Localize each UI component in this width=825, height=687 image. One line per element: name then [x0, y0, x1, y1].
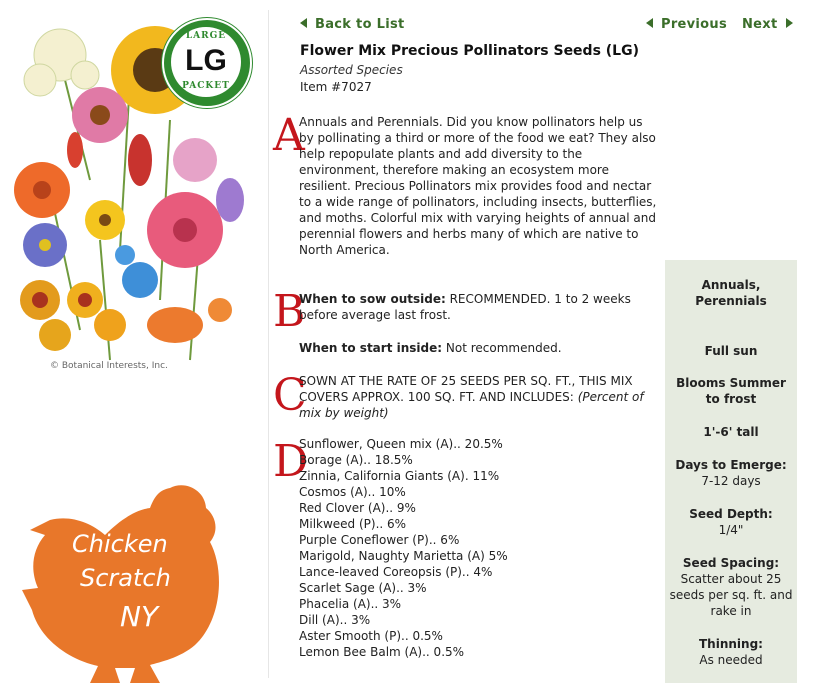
large-packet-badge	[162, 18, 252, 108]
blooms-text: Blooms Summer to frost	[676, 376, 786, 406]
badge-bottom-text: PACKET	[182, 81, 230, 91]
product-species: Assorted Species	[300, 63, 403, 77]
previous-link[interactable]	[646, 13, 727, 32]
depth-label: Seed Depth:	[689, 507, 773, 521]
depth-value: 1/4"	[718, 523, 744, 537]
list-item: Lemon Bee Balm (A).. 0.5%	[299, 645, 465, 659]
annotation-letter-a: A	[273, 110, 305, 161]
sow-outside-label: When to sow outside:	[299, 292, 446, 306]
list-item: Purple Coneflower (P).. 6%	[299, 533, 460, 547]
caret-right-icon	[786, 18, 793, 28]
spacing-label: Seed Spacing:	[682, 556, 780, 570]
list-item: Scarlet Sage (A).. 3%	[299, 581, 427, 595]
list-item: Sunflower, Queen mix (A).. 20.5%	[299, 437, 503, 451]
sidebar-life-cycle	[691, 277, 771, 309]
sowing-rate-note: (Percent of mix by weight)	[299, 390, 644, 420]
thinning-value: As needed	[699, 653, 763, 667]
annotation-letter-b: B	[273, 286, 306, 337]
back-to-list-label[interactable]: Back to List	[315, 17, 405, 32]
sow-outside	[299, 291, 649, 323]
emerge-value: 7-12 days	[701, 474, 761, 488]
sowing-rate	[299, 373, 654, 421]
list-item: Phacelia (A).. 3%	[299, 597, 402, 611]
column-divider	[268, 10, 269, 678]
next-link[interactable]	[742, 13, 793, 32]
sidebar-sun	[665, 343, 797, 359]
sun-text: Full sun	[704, 344, 758, 358]
mix-list	[299, 436, 508, 660]
height-text: 1'-6' tall	[703, 425, 759, 439]
sidebar-height	[665, 424, 797, 440]
image-credit: © Botanical Interests, Inc.	[50, 361, 168, 371]
product-title: Flower Mix Precious Pollinators Seeds (LG)	[300, 43, 639, 59]
caret-left-icon	[646, 18, 653, 28]
emerge-label: Days to Emerge:	[675, 458, 787, 472]
start-inside-label: When to start inside:	[299, 341, 443, 355]
previous-label[interactable]: Previous	[661, 17, 728, 32]
list-item: Milkweed (P).. 6%	[299, 517, 407, 531]
list-item: Borage (A).. 18.5%	[299, 453, 413, 467]
list-item: Red Clover (A).. 9%	[299, 501, 416, 515]
watermark-line-1: Chicken	[72, 530, 168, 558]
sidebar-depth	[665, 506, 797, 538]
badge-top-text: LARGE	[185, 31, 227, 41]
back-to-list-link[interactable]	[300, 13, 405, 32]
growing-info-sidebar	[665, 260, 797, 683]
annotation-letter-d: D	[273, 436, 309, 487]
list-item: Cosmos (A).. 10%	[299, 485, 406, 499]
badge-main-text: LG	[185, 44, 227, 77]
product-item-number: Item #7027	[300, 80, 372, 94]
start-inside-text: Not recommended.	[445, 341, 562, 355]
list-item: Lance-leaved Coreopsis (P).. 4%	[299, 565, 493, 579]
annotation-letter-c: C	[273, 370, 307, 421]
sidebar-spacing	[665, 555, 797, 619]
caret-left-icon	[300, 18, 307, 28]
sidebar-thinning	[665, 636, 797, 668]
list-item: Zinnia, California Giants (A). 11%	[299, 469, 500, 483]
spacing-value: Scatter about 25 seeds per sq. ft. and rake in	[669, 572, 793, 618]
list-item: Dill (A).. 3%	[299, 613, 371, 627]
watermark-line-2: Scratch	[80, 564, 171, 592]
next-label[interactable]: Next	[742, 17, 778, 32]
watermark-line-3: NY	[120, 600, 159, 633]
sidebar-blooms	[671, 375, 791, 407]
list-item: Marigold, Naughty Marietta (A) 5%	[299, 549, 508, 563]
chicken-scratch-logo	[10, 480, 225, 683]
sow-outside-text: RECOMMENDED. 1 to 2 weeks before average last frost.	[299, 292, 631, 322]
list-item: Aster Smooth (P).. 0.5%	[299, 629, 443, 643]
thinning-label: Thinning:	[699, 637, 763, 651]
start-inside	[299, 340, 649, 356]
sidebar-emerge	[665, 457, 797, 489]
sowing-rate-text: SOWN AT THE RATE OF 25 SEEDS PER SQ. FT., THIS MIX COVERS APPROX. 100 SQ. FT. AND INCLUDES:	[299, 374, 633, 404]
life-cycle-text: Annuals, Perennials	[695, 278, 767, 308]
product-description: Annuals and Perennials. Did you know pollinators help us by pollinating a third or more of the food we eat? They also help repopulate plants and add diversity to the environment, therefore making an ecosystem more resilient. Precious Pollinators mix provides food and nectar to a wide range of pollinators, including insects, butterflies, and moths. Colorful mix with varying heights of annual and perennial flowers and herbs many of which are native to North America.	[299, 115, 657, 257]
